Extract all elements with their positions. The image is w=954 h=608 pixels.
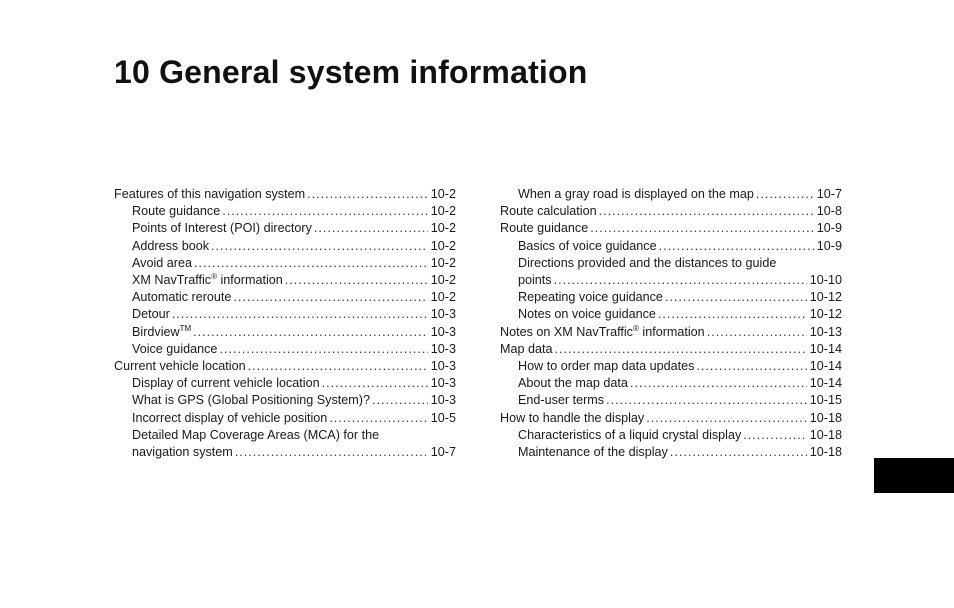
dot-leader <box>211 238 428 255</box>
toc-entry-label-main: Notes on XM NavTraffic <box>500 324 633 339</box>
toc-entry-label: Map data <box>500 341 553 356</box>
toc-entry-label <box>132 324 191 341</box>
toc-entry-page: 10-2 <box>430 204 456 219</box>
toc-entry[interactable] <box>114 272 456 289</box>
page-title: 10 General system information <box>114 54 588 90</box>
toc-entry-label-line1: Directions provided and the distances to guide <box>518 255 777 270</box>
toc-right-column <box>500 186 842 461</box>
dot-leader <box>554 272 807 289</box>
toc-entry[interactable] <box>500 238 842 255</box>
toc-entry-label: Automatic reroute <box>132 290 232 305</box>
toc-entry-label <box>500 324 705 341</box>
toc-entry-label: Repeating voice guidance <box>518 290 663 305</box>
dot-leader <box>756 186 814 203</box>
toc-entry[interactable] <box>500 427 842 444</box>
dot-leader <box>659 238 814 255</box>
toc-entry[interactable] <box>500 220 842 237</box>
toc-entry-label: Incorrect display of vehicle position <box>132 410 328 425</box>
toc-entry[interactable] <box>114 203 456 220</box>
toc-entry-label: Detour <box>132 307 170 322</box>
trademark-mark: TM <box>179 323 192 333</box>
toc-entry[interactable] <box>500 306 842 323</box>
toc-entry-page: 10-12 <box>809 290 842 305</box>
toc-entry-page: 10-3 <box>430 359 456 374</box>
toc-entry[interactable] <box>500 289 842 306</box>
dot-leader <box>193 324 428 341</box>
toc-entry[interactable] <box>500 410 842 427</box>
toc-entry-page: 10-15 <box>809 393 842 408</box>
toc-entry-label: About the map data <box>518 376 628 391</box>
dot-leader <box>743 427 807 444</box>
dot-leader <box>606 392 807 409</box>
toc-entry-page: 10-3 <box>430 393 456 408</box>
toc-entry-label: What is GPS (Global Positioning System)? <box>132 393 370 408</box>
toc-entry[interactable] <box>114 255 456 272</box>
toc-entry[interactable] <box>500 358 842 375</box>
toc-entry-page: 10-3 <box>430 341 456 356</box>
toc-entry-label: Points of Interest (POI) directory <box>132 221 312 236</box>
toc-entry[interactable] <box>500 255 842 289</box>
toc-entry-page: 10-5 <box>430 410 456 425</box>
toc-entry[interactable] <box>500 341 842 358</box>
dot-leader <box>590 220 814 237</box>
dot-leader <box>248 358 428 375</box>
toc-entry-page: 10-9 <box>816 221 842 236</box>
toc-entry-page: 10-18 <box>809 410 842 425</box>
toc-entry[interactable] <box>114 375 456 392</box>
toc-entry-page: 10-2 <box>430 187 456 201</box>
toc-entry-page: 10-2 <box>430 221 456 236</box>
toc-entry[interactable] <box>500 186 842 203</box>
toc-entry-label: Route calculation <box>500 204 597 219</box>
toc-entry-page: 10-7 <box>430 445 456 460</box>
toc-entry-page: 10-12 <box>809 307 842 322</box>
toc-entry-page: 10-2 <box>430 238 456 253</box>
dot-leader <box>314 220 428 237</box>
dot-leader <box>172 306 428 323</box>
toc-entry-label-suffix: information <box>638 324 705 339</box>
toc-entry[interactable] <box>114 358 456 375</box>
toc-entry[interactable] <box>500 444 842 461</box>
toc-entry-page: 10-2 <box>430 290 456 305</box>
dot-leader <box>630 375 807 392</box>
toc-entry[interactable] <box>500 324 842 341</box>
toc-entry-label: How to handle the display <box>500 410 645 425</box>
toc-entry-label: Features of this navigation system <box>114 187 306 201</box>
toc-entry-page: 10-18 <box>809 427 842 442</box>
dot-leader <box>285 272 428 289</box>
toc-entry-page: 10-7 <box>816 187 842 201</box>
dot-leader <box>329 410 427 427</box>
dot-leader <box>194 255 428 272</box>
dot-leader <box>599 203 814 220</box>
toc-entry-page: 10-9 <box>816 238 842 253</box>
toc-entry-label-line2: points <box>518 273 552 288</box>
toc-entry[interactable] <box>114 410 456 427</box>
dot-leader <box>670 444 807 461</box>
toc-entry-page: 10-18 <box>809 445 842 460</box>
toc-entry-label: Avoid area <box>132 255 192 270</box>
toc-entry-label-suffix: information <box>216 273 283 288</box>
dot-leader <box>646 410 807 427</box>
dot-leader <box>658 306 807 323</box>
toc-entry-page: 10-14 <box>809 341 842 356</box>
toc-entry[interactable] <box>114 392 456 409</box>
toc-entry[interactable] <box>114 289 456 306</box>
toc-entry-label: Maintenance of the display <box>518 445 668 460</box>
toc-entry[interactable] <box>500 203 842 220</box>
toc-entry-page: 10-2 <box>430 273 456 288</box>
toc-entry[interactable] <box>500 375 842 392</box>
toc-entry[interactable] <box>114 324 456 341</box>
registered-mark: ® <box>211 272 217 282</box>
toc-entry-label <box>132 272 283 289</box>
toc-entry-label: Basics of voice guidance <box>518 238 657 253</box>
toc-entry[interactable] <box>500 392 842 409</box>
registered-mark: ® <box>632 323 639 333</box>
dot-leader <box>696 358 806 375</box>
dot-leader <box>235 444 428 461</box>
dot-leader <box>707 324 807 341</box>
dot-leader <box>307 186 428 203</box>
toc-entry-label: Notes on voice guidance <box>518 307 656 322</box>
toc-entry-label-line1: Detailed Map Coverage Areas (MCA) for the <box>132 427 380 442</box>
chapter-tab <box>874 458 954 493</box>
toc-entry[interactable] <box>114 306 456 323</box>
toc-entry-label-main: Birdview <box>132 324 180 339</box>
toc-entry-page: 10-3 <box>430 324 456 339</box>
toc-entry[interactable] <box>114 238 456 255</box>
toc-entry[interactable] <box>114 186 456 203</box>
toc-entry-page: 10-14 <box>809 359 842 374</box>
toc-entry-label: When a gray road is displayed on the map <box>518 187 754 201</box>
toc-entry-page: 10-13 <box>809 324 842 339</box>
toc-entry-page: 10-3 <box>430 376 456 391</box>
toc-entry[interactable] <box>114 220 456 237</box>
toc-entry-label: Display of current vehicle location <box>132 376 320 391</box>
dot-leader <box>555 341 807 358</box>
toc-entry[interactable] <box>114 427 456 461</box>
dot-leader <box>322 375 428 392</box>
toc-entry-page: 10-8 <box>816 204 842 219</box>
toc-entry-page: 10-14 <box>809 376 842 391</box>
dot-leader <box>665 289 807 306</box>
dot-leader <box>372 392 428 409</box>
toc-entry[interactable] <box>114 341 456 358</box>
dot-leader <box>219 341 427 358</box>
toc-entry-page: 10-10 <box>809 273 842 288</box>
toc-entry-label-line2: navigation system <box>132 445 233 460</box>
toc-entry-label: End-user terms <box>518 393 605 408</box>
toc-entry-label: Characteristics of a liquid crystal display <box>518 427 742 442</box>
dot-leader <box>233 289 427 306</box>
toc-entry-label: Current vehicle location <box>114 359 246 374</box>
dot-leader <box>222 203 428 220</box>
toc-entry-label: How to order map data updates <box>518 359 695 374</box>
toc-entry-page: 10-2 <box>430 255 456 270</box>
toc-entry-label: Address book <box>132 238 210 253</box>
toc-entry-label-main: XM NavTraffic <box>132 273 212 288</box>
toc-entry-label: Route guidance <box>132 204 221 219</box>
toc-entry-label: Route guidance <box>500 221 589 236</box>
toc-entry-label: Voice guidance <box>132 341 218 356</box>
toc-left-column <box>114 186 456 461</box>
toc-entry-page: 10-3 <box>430 307 456 322</box>
